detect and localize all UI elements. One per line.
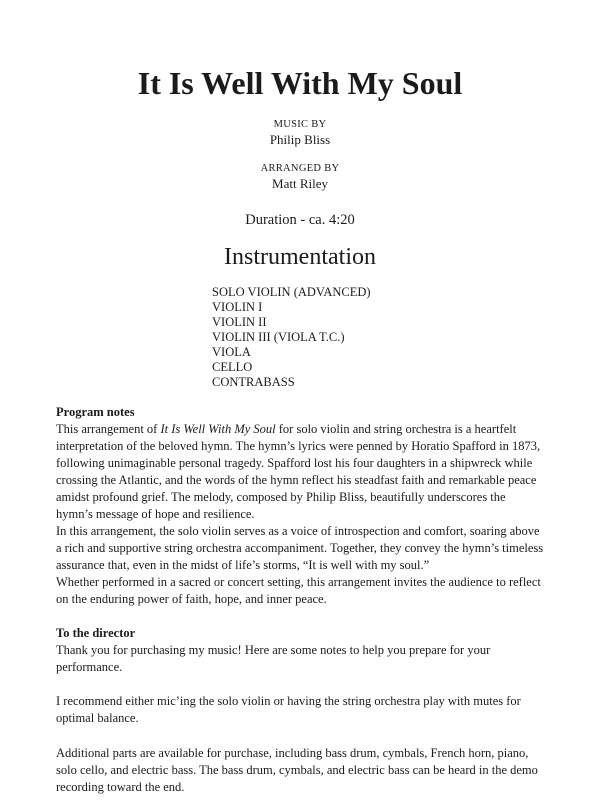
program-notes-paragraph-2: In this arrangement, the solo violin serves as a voice of introspection and comfort, soaring above a rich and supportive string orchestra accompaniment. Together, they convey the hymn’s timeless assurance that, even in the midst of life’s storms, “It is well with my soul.”	[56, 524, 544, 572]
program-notes-paragraph-1-rest: for solo violin and string orchestra is a heartfelt interpretation of the beloved hymn. The hymn’s lyrics were penned by Horatio Spafford in 1873, following unimaginable personal tragedy. Spafford lost his four daughters in a shipwreck while crossing the Atlantic, and the words of the hymn reflect his steadfast faith and remarkable peace amidst profound grief. The melody, composed by Philip Bliss, beautifully underscores the hymn’s message of hope and resilience.	[56, 422, 541, 521]
instrument-item: CELLO	[212, 360, 253, 374]
program-notes-section	[56, 404, 545, 796]
duration-text: Duration - ca. 4:20	[245, 212, 355, 228]
arranged-by-label: ARRANGED BY	[260, 163, 340, 174]
instrumentation-list	[212, 285, 600, 390]
work-title-italic: It Is Well With My Soul	[160, 422, 276, 436]
program-notes-heading: Program notes	[56, 405, 135, 419]
instrument-item: VIOLIN I	[212, 300, 263, 314]
instrument-item: SOLO VIOLIN (ADVANCED)	[212, 285, 371, 299]
page-title: It Is Well With My Soul	[137, 65, 463, 101]
director-paragraph-3: Additional parts are available for purchase, including bass drum, cymbals, French horn, piano, solo cello, and electric bass. The bass drum, cymbals, and electric bass can be heard in the demo recording toward the end.	[56, 746, 538, 794]
arranger-name: Matt Riley	[272, 176, 328, 191]
composer-name: Philip Bliss	[269, 132, 331, 147]
director-paragraph-1: Thank you for purchasing my music! Here are some notes to help you prepare for your performance.	[56, 643, 491, 674]
instrumentation-heading: Instrumentation	[224, 244, 376, 270]
music-by-label: MUSIC BY	[273, 119, 327, 130]
instrument-item: CONTRABASS	[212, 375, 295, 389]
program-notes-paragraph-1	[56, 421, 545, 523]
instrument-item: VIOLIN II	[212, 315, 267, 329]
director-heading: To the director	[56, 626, 136, 640]
director-paragraph-2: I recommend either mic’ing the solo violin or having the string orchestra play with mutes for optimal balance.	[56, 694, 521, 725]
instrument-item: VIOLA	[212, 345, 251, 359]
instrument-item: VIOLIN III (VIOLA T.C.)	[212, 330, 345, 344]
program-notes-paragraph-1-lead: This arrangement of	[56, 422, 161, 436]
program-notes-paragraph-3: Whether performed in a sacred or concert setting, this arrangement invites the audience to reflect on the enduring power of faith, hope, and inner peace.	[56, 575, 541, 606]
